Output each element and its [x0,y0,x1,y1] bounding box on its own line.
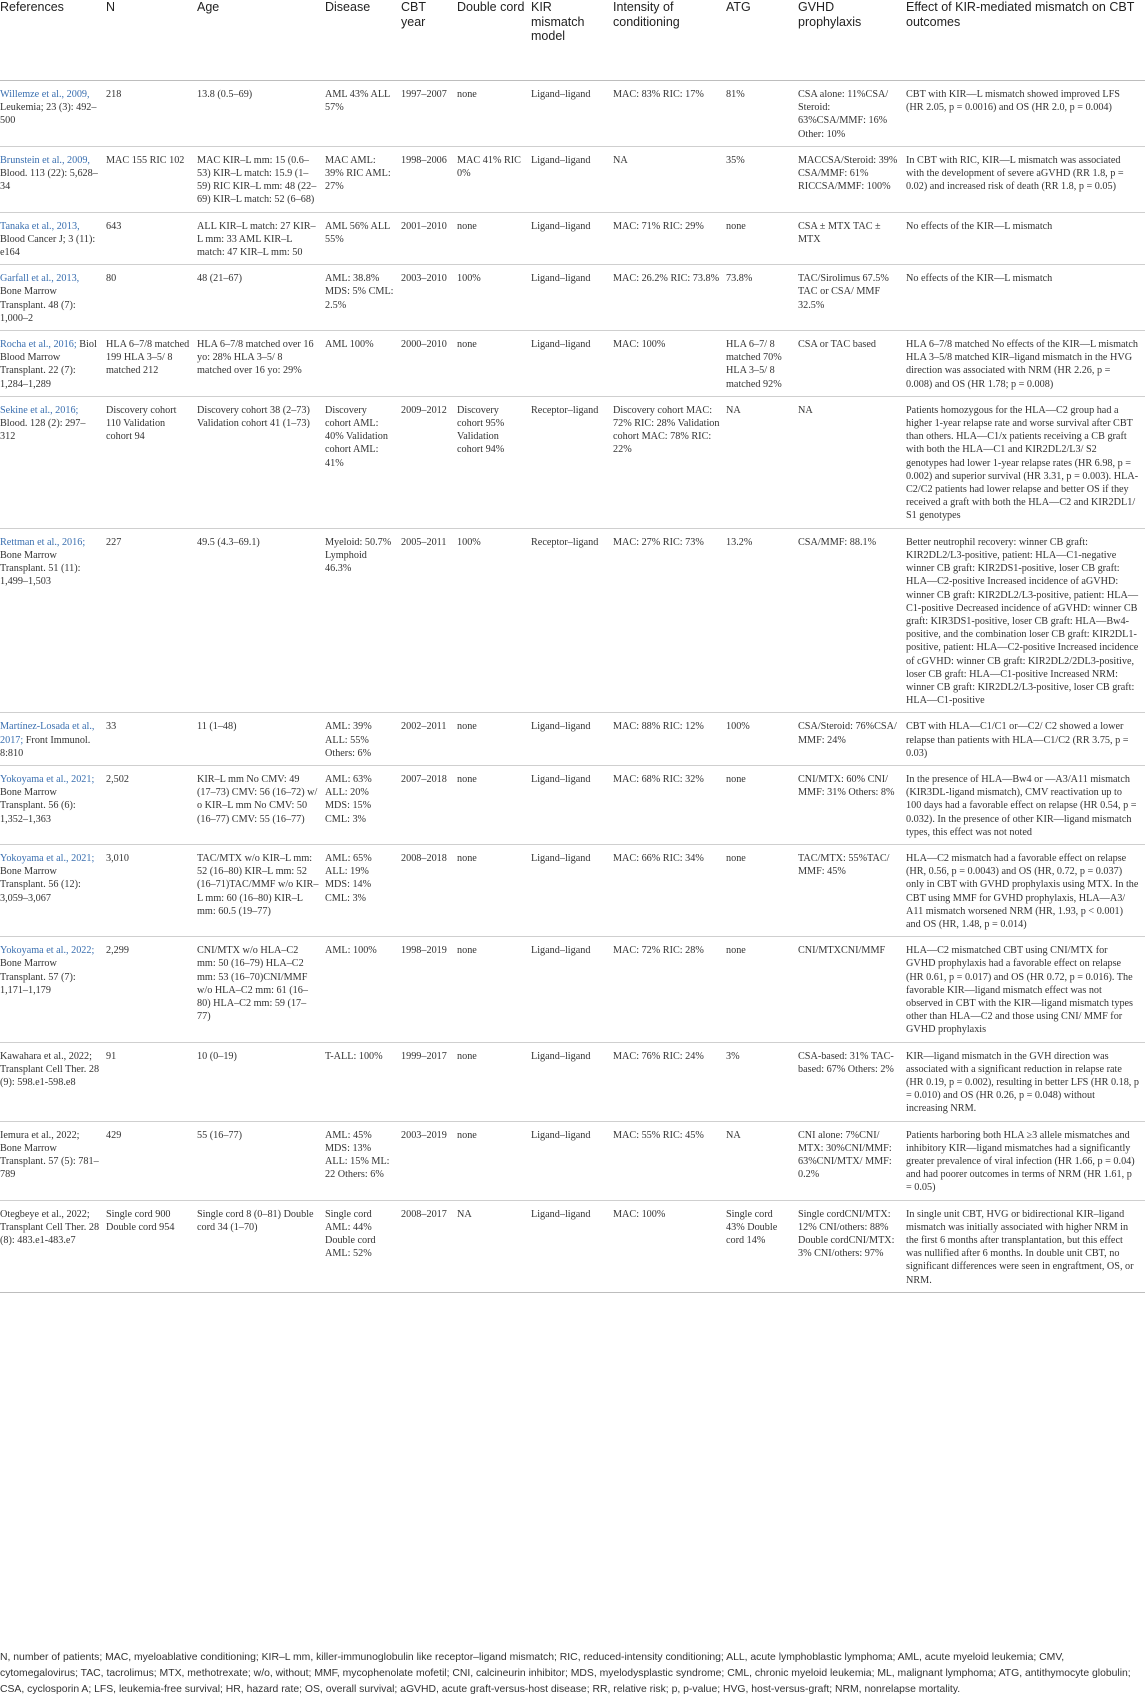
cell-intensity: MAC: 71% RIC: 29% [613,212,726,265]
cell-effect: HLA 6–7/8 matched No effects of the KIR—L mismatch HLA 3–5/8 matched KIR–ligand mismatch in the HVG direction was associated with NRM (HR 2.26, p = 0.008) and OS (HR 1.78; p = 0.008) [906,331,1145,397]
cell-n: 91 [106,1042,197,1121]
reference-link[interactable]: Rocha et al., 2016; [0,339,77,351]
cell-atg: none [726,765,798,844]
header-gvhd: GVHD prophylaxis [798,0,906,81]
cell-gvhd: CSA ± MTX TAC ± MTX [798,212,906,265]
cell-effect: In the presence of HLA—Bw4 or —A3/A11 mismatch (KIR3DL-ligand mismatch), CMV reactivation up to 100 days had a favorable effect on relapse (HR 0.54, p = 0.032). In the presence of other KIR—ligand mismatch types, this effect was not noted [906,765,1145,844]
cell-intensity: MAC: 55% RIC: 45% [613,1121,726,1200]
cell-cbt-year: 2003–2019 [401,1121,457,1200]
cell-n: MAC 155 RIC 102 [106,146,197,212]
reference-citation: Bone Marrow Transplant. 51 (11): 1,499–1,503 [0,549,81,588]
cell-intensity: MAC: 100% [613,331,726,397]
cell-intensity: Discovery cohort MAC: 72% RIC: 28% Validation cohort MAC: 78% RIC: 22% [613,396,726,528]
cell-kir-model: Ligand–ligand [531,765,613,844]
cell-n: 227 [106,528,197,713]
reference-citation: Iemura et al., 2022; Bone Marrow Transplant. 57 (5): 781–789 [0,1129,99,1181]
table-row [0,528,1145,713]
cell-age: KIR–L mm No CMV: 49 (17–73) CMV: 56 (16–72) w/ o KIR–L mm No CMV: 50 (16–77) CMV: 55 (16–77) [197,765,325,844]
cell-disease: AML: 65% ALL: 19% MDS: 14% CML: 3% [325,844,401,936]
cell-cbt-year: 2009–2012 [401,396,457,528]
cell-age: 48 (21–67) [197,265,325,331]
cell-age: 49.5 (4.3–69.1) [197,528,325,713]
cell-double-cord: none [457,331,531,397]
cell-reference [0,1200,106,1292]
reference-citation: Blood. 113 (22): 5,628–34 [0,168,98,193]
cell-atg: 35% [726,146,798,212]
cell-kir-model: Ligand–ligand [531,146,613,212]
cell-cbt-year: 2008–2017 [401,1200,457,1292]
cell-age: HLA 6–7/8 matched over 16 yo: 28% HLA 3–5/ 8 matched over 16 yo: 29% [197,331,325,397]
cell-atg: 13.2% [726,528,798,713]
cell-disease: AML: 63% ALL: 20% MDS: 15% CML: 3% [325,765,401,844]
cell-gvhd: CNI/MTX: 60% CNI/ MMF: 31% Others: 8% [798,765,906,844]
cell-age: 10 (0–19) [197,1042,325,1121]
reference-citation: Bone Marrow Transplant. 57 (7): 1,171–1,179 [0,958,76,996]
cell-n: 80 [106,265,197,331]
cell-disease: MAC AML: 39% RIC AML: 27% [325,146,401,212]
cell-effect: In single unit CBT, HVG or bidirectional KIR–ligand mismatch was initially associated with higher NRM in the first 6 months after transplantation, but this effect was nullified after 6 months. In double unit CBT, no significant differences were seen in engraftment, OS, or NRM. [906,1200,1145,1292]
cell-atg: 73.8% [726,265,798,331]
cell-cbt-year: 1998–2006 [401,146,457,212]
header-disease: Disease [325,0,401,81]
cell-disease: Single cord AML: 44% Double cord AML: 52% [325,1200,401,1292]
cell-gvhd: CNI/MTXCNI/MMF [798,937,906,1042]
cell-age: TAC/MTX w/o KIR–L mm: 52 (16–80) KIR–L mm: 52 (16–71)TAC/MMF w/o KIR–L mm: 60 (16–80) KIR–L mm: 60.5 (19–77) [197,844,325,936]
cell-reference [0,765,106,844]
cell-intensity: MAC: 68% RIC: 32% [613,765,726,844]
cell-gvhd: CNI alone: 7%CNI/ MTX: 30%CNI/MMF: 63%CNI/MTX/ MMF: 0.2% [798,1121,906,1200]
cell-double-cord: 100% [457,528,531,713]
cell-disease: AML 43% ALL 57% [325,81,401,147]
reference-link[interactable]: Willemze et al., 2009, [0,89,90,100]
cell-intensity: MAC: 26.2% RIC: 73.8% [613,265,726,331]
reference-link[interactable]: Yokoyama et al., 2022; [0,945,95,957]
cell-cbt-year: 2000–2010 [401,331,457,397]
cell-n: 643 [106,212,197,265]
table-row [0,1042,1145,1121]
cell-age: 55 (16–77) [197,1121,325,1200]
cell-cbt-year: 1998–2019 [401,937,457,1042]
cell-intensity: MAC: 72% RIC: 28% [613,937,726,1042]
table-row [0,937,1145,1042]
cell-gvhd: CSA/MMF: 88.1% [798,528,906,713]
cell-gvhd: NA [798,396,906,528]
cell-gvhd: Single cordCNI/MTX: 12% CNI/others: 88% Double cordCNI/MTX: 3% CNI/others: 97% [798,1200,906,1292]
header-effect: Effect of KIR-mediated mismatch on CBT outcomes [906,0,1145,81]
cell-age: 13.8 (0.5–69) [197,81,325,147]
cell-effect: CBT with HLA—C1/C1 or—C2/ C2 showed a lower relapse than patients with HLA—C1/C2 (RR 3.75, p = 0.03) [906,713,1145,766]
table-body [0,81,1145,1293]
cell-atg: none [726,212,798,265]
cell-disease: AML: 45% MDS: 13% ALL: 15% ML: 22 Others: 6% [325,1121,401,1200]
cell-disease: Myeloid: 50.7% Lymphoid 46.3% [325,528,401,713]
cell-n: 2,502 [106,765,197,844]
cell-disease: AML 100% [325,331,401,397]
cell-age: MAC KIR–L mm: 15 (0.6–53) KIR–L match: 15.9 (1–59) RIC KIR–L mm: 48 (22–69) KIR–L match: 52 (6–68) [197,146,325,212]
reference-citation: Biol Blood Marrow Transplant. 22 (7): 1,284–1,289 [0,339,97,390]
cell-intensity: NA [613,146,726,212]
reference-link[interactable]: Garfall et al., 2013, [0,273,80,285]
cell-double-cord: none [457,81,531,147]
header-age: Age [197,0,325,81]
cell-n: HLA 6–7/8 matched 199 HLA 3–5/ 8 matched 212 [106,331,197,397]
cell-kir-model: Ligand–ligand [531,844,613,936]
cell-double-cord: none [457,713,531,766]
cell-cbt-year: 2005–2011 [401,528,457,713]
cell-double-cord: NA [457,1200,531,1292]
reference-citation: Leukemia; 23 (3): 492–500 [0,102,97,127]
header-n: N [106,0,197,81]
reference-link[interactable]: Yokoyama et al., 2021; [0,773,95,785]
cell-kir-model: Receptor–ligand [531,396,613,528]
cell-n: 429 [106,1121,197,1200]
reference-link[interactable]: Brunstein et al., 2009, [0,154,90,166]
cell-kir-model: Ligand–ligand [531,265,613,331]
reference-citation: Bone Marrow Transplant. 56 (6): 1,352–1,363 [0,787,76,825]
cell-gvhd: CSA or TAC based [798,331,906,397]
cell-atg: Single cord 43% Double cord 14% [726,1200,798,1292]
cell-atg: 3% [726,1042,798,1121]
cell-effect: Better neutrophil recovery: winner CB graft: KIR2DL2/L3-positive, patient: HLA—C1-negative winner CB graft: KIR2DS1-positive, loser CB graft: HLA—C2-positive Increased incidence of aGVHD: winner CB graft: KIR2DL2/L3-positive, patient: HLA—C1-positive Decreased incidence of aGVHD: winner CB graft: KIR3DS1-positive, loser CB graft: HLA—Bw4-positive, and the combination loser CB graft: KIR2DL1-positive, patient: HLA—C2-positive Increased incidence of cGVHD: winner CB graft: KIR2DL2/2DL3-positive, loser CB graft: HLA—C1-positive Increased NRM: winner CB graft: KIR2DL2/L3-positive, loser CB graft: HLA—C1-positive [906,528,1145,713]
table-footnote: N, number of patients; MAC, myeloablative conditioning; KIR–L mm, killer-immunoglobulin like receptor–ligand mismatch; RIC, reduced-intensity conditioning; ALL, acute lymphoblastic lymphoma; AML, acute myeloid leukemia; CMV, cytomegalovirus; TAC, tacrolimus; MTX, methotrexate; w/o, without; MMF, mycophenolate mofetil; CNI, calcineurin inhibitor; MDS, myelodysplastic syndrome; CML, chronic myeloid leukemia; ML, malignant lymphoma; ATG, antithymocyte globulin; CSA, cyclosporin A; LFS, leukemia-free survival; HR, hazard rate; OS, overall survival; aGVHD, acute graft-versus-host disease; RR, relative risk; p, p-value; HVG, host-versus-graft; NRM, nonrelapse mortality. [0,1652,1131,1695]
cell-cbt-year: 1999–2017 [401,1042,457,1121]
cell-double-cord: MAC 41% RIC 0% [457,146,531,212]
table-row [0,1200,1145,1292]
cell-effect: Patients homozygous for the HLA—C2 group had a higher 1-year relapse rate and worse survival after CBT than others. HLA—C1/x patients receiving a CB graft with both the HLA—C1 and KIR2DL2/L3/ S2 genotypes had lower 1-year relapse rates (HR 6.98, p = 0.002) and superior survival (HR 3.31, p = 0.003). HLA-C2/C2 patients had lower relapse and better OS if they received a graft with both the HLA—C2 and KIR2DL1/ S1 genotypes [906,396,1145,528]
table-row [0,81,1145,147]
header-double-cord: Double cord [457,0,531,81]
cell-intensity: MAC: 27% RIC: 73% [613,528,726,713]
cell-kir-model: Ligand–ligand [531,212,613,265]
cell-cbt-year: 2003–2010 [401,265,457,331]
table-row [0,1121,1145,1200]
cell-gvhd: MACCSA/Steroid: 39% CSA/MMF: 61% RICCSA/MMF: 100% [798,146,906,212]
cell-gvhd: TAC/Sirolimus 67.5% TAC or CSA/ MMF 32.5% [798,265,906,331]
header-cbt-year: CBT year [401,0,457,81]
cell-reference [0,1042,106,1121]
cell-double-cord: Discovery cohort 95% Validation cohort 94% [457,396,531,528]
reference-link[interactable]: Sekine et al., 2016; [0,404,79,416]
cell-disease: AML: 100% [325,937,401,1042]
cell-double-cord: none [457,937,531,1042]
cell-double-cord: 100% [457,265,531,331]
cell-n: 2,299 [106,937,197,1042]
table-row [0,713,1145,766]
table-row [0,396,1145,528]
cell-disease: T-ALL: 100% [325,1042,401,1121]
cell-atg: 81% [726,81,798,147]
cell-kir-model: Receptor–ligand [531,528,613,713]
cell-n: 3,010 [106,844,197,936]
cell-effect: HLA—C2 mismatch had a favorable effect on relapse (HR, 0.56, p = 0.0043) and OS (HR, 0.72, p = 0.037) only in CBT with GVHD prophylaxis using MTX. In the CBT using MMF for GVHD prophylaxis, HLA—A3/ A11 mismatch worsened NRM (HR, 1.93, p < 0.001) and OS (HR, 1.48, p = 0.014) [906,844,1145,936]
reference-link[interactable]: Martínez-Losada et al., 2017; [0,721,95,746]
cell-atg: NA [726,396,798,528]
cell-n: Discovery cohort 110 Validation cohort 94 [106,396,197,528]
cell-gvhd: CSA-based: 31% TAC-based: 67% Others: 2% [798,1042,906,1121]
cell-age: ALL KIR–L match: 27 KIR–L mm: 33 AML KIR–L match: 47 KIR–L mm: 50 [197,212,325,265]
reference-link[interactable]: Rettman et al., 2016; [0,536,86,548]
cell-cbt-year: 2007–2018 [401,765,457,844]
reference-citation: Blood Cancer J; 3 (11): e164 [0,233,96,259]
cell-reference [0,146,106,212]
cell-effect: KIR—ligand mismatch in the GVH direction was associated with a significant reduction in relapse rate (HR 0.19, p = 0.002), resulting in better LFS (HR 0.18, p = 0.010) and OS (HR 0.26, p = 0.048) without increasing NRM. [906,1042,1145,1121]
reference-link[interactable]: Yokoyama et al., 2021; [0,852,95,864]
cell-cbt-year: 2008–2018 [401,844,457,936]
reference-citation: Kawahara et al., 2022; Transplant Cell Ther. 28 (9): 598.e1-598.e8 [0,1050,100,1088]
cell-intensity: MAC: 88% RIC: 12% [613,713,726,766]
table-row [0,331,1145,397]
reference-citation: Bone Marrow Transplant. 48 (7): 1,000–2 [0,286,76,324]
table-row [0,265,1145,331]
cell-age: Discovery cohort 38 (2–73) Validation cohort 41 (1–73) [197,396,325,528]
cell-double-cord: none [457,765,531,844]
cell-n: 218 [106,81,197,147]
cell-disease: Discovery cohort AML: 40% Validation cohort AML: 41% [325,396,401,528]
cell-effect: Patients harboring both HLA ≥3 allele mismatches and inhibitory KIR—ligand mismatches had a significantly greater prevalence of viral infection (HR 1.66, p = 0.04) and had poorer outcomes in terms of NRM (HR 1.61, p = 0.05) [906,1121,1145,1200]
cell-cbt-year: 1997–2007 [401,81,457,147]
header-references: References [0,0,106,81]
cell-gvhd: CSA/Steroid: 76%CSA/ MMF: 24% [798,713,906,766]
table-row [0,146,1145,212]
cell-disease: AML 56% ALL 55% [325,212,401,265]
cell-cbt-year: 2002–2011 [401,713,457,766]
cell-n: 33 [106,713,197,766]
cell-atg: none [726,844,798,936]
cell-reference [0,81,106,147]
cell-atg: 100% [726,713,798,766]
cell-disease: AML: 38.8% MDS: 5% CML: 2.5% [325,265,401,331]
cell-reference [0,1121,106,1200]
cell-kir-model: Ligand–ligand [531,1121,613,1200]
cell-gvhd: CSA alone: 11%CSA/ Steroid: 63%CSA/MMF: 16% Other: 10% [798,81,906,147]
cell-double-cord: none [457,212,531,265]
cell-atg: none [726,937,798,1042]
cell-effect: No effects of the KIR—L mismatch [906,212,1145,265]
reference-citation: Bone Marrow Transplant. 56 (12): 3,059–3,067 [0,866,81,904]
cell-intensity: MAC: 100% [613,1200,726,1292]
cell-reference [0,528,106,713]
cell-age: CNI/MTX w/o HLA–C2 mm: 50 (16–79) HLA–C2 mm: 53 (16–70)CNI/MMF w/o HLA–C2 mm: 61 (16–80) HLA–C2 mm: 59 (17–77) [197,937,325,1042]
cell-gvhd: TAC/MTX: 55%TAC/ MMF: 45% [798,844,906,936]
cell-cbt-year: 2001–2010 [401,212,457,265]
cell-n: Single cord 900 Double cord 954 [106,1200,197,1292]
cell-age: Single cord 8 (0–81) Double cord 34 (1–70) [197,1200,325,1292]
table-header-row [0,0,1145,81]
cell-reference [0,713,106,766]
cell-effect: HLA—C2 mismatched CBT using CNI/MTX for GVHD prophylaxis had a favorable effect on relapse (HR 0.61, p = 0.017) and OS (HR 0.72, p = 0.016). The favorable KIR—ligand mismatch effect was not observed in CBT with the KIR—ligand mismatch types other than HLA—C2 and those using CNI/ MMF for GVHD prophylaxis [906,937,1145,1042]
cell-double-cord: none [457,1042,531,1121]
cell-reference [0,396,106,528]
cell-effect: In CBT with RIC, KIR—L mismatch was associated with the development of severe aGVHD (RR 1.8, p = 0.02) and increased risk of death (RR 1.8, p = 0.05) [906,146,1145,212]
header-intensity: Intensity of conditioning [613,0,726,81]
cell-reference [0,265,106,331]
reference-citation: Blood. 128 (2): 297–312 [0,418,86,443]
cell-effect: CBT with KIR—L mismatch showed improved LFS (HR 2.05, p = 0.0016) and OS (HR 2.0, p = 0.004) [906,81,1145,147]
cell-kir-model: Ligand–ligand [531,1200,613,1292]
cell-double-cord: none [457,844,531,936]
cell-intensity: MAC: 66% RIC: 34% [613,844,726,936]
header-kir-model: KIR mismatch model [531,0,613,81]
reference-link[interactable]: Tanaka et al., 2013, [0,220,80,232]
cell-kir-model: Ligand–ligand [531,1042,613,1121]
table-row [0,844,1145,936]
cell-kir-model: Ligand–ligand [531,937,613,1042]
cell-reference [0,844,106,936]
cell-kir-model: Ligand–ligand [531,713,613,766]
reference-citation: Front Immunol. 8:810 [0,734,91,759]
table-row [0,212,1145,265]
cell-disease: AML: 39% ALL: 55% Others: 6% [325,713,401,766]
reference-citation: Otegbeye et al., 2022; Transplant Cell Ther. 28 (8): 483.e1-483.e7 [0,1208,100,1247]
cell-reference [0,212,106,265]
table-row [0,765,1145,844]
cell-kir-model: Ligand–ligand [531,81,613,147]
cell-reference [0,937,106,1042]
header-atg: ATG [726,0,798,81]
cell-age: 11 (1–48) [197,713,325,766]
cell-effect: No effects of the KIR—L mismatch [906,265,1145,331]
cell-intensity: MAC: 76% RIC: 24% [613,1042,726,1121]
cell-kir-model: Ligand–ligand [531,331,613,397]
cell-atg: HLA 6–7/ 8 matched 70% HLA 3–5/ 8 matched 92% [726,331,798,397]
cell-double-cord: none [457,1121,531,1200]
cell-intensity: MAC: 83% RIC: 17% [613,81,726,147]
cell-reference [0,331,106,397]
cell-atg: NA [726,1121,798,1200]
